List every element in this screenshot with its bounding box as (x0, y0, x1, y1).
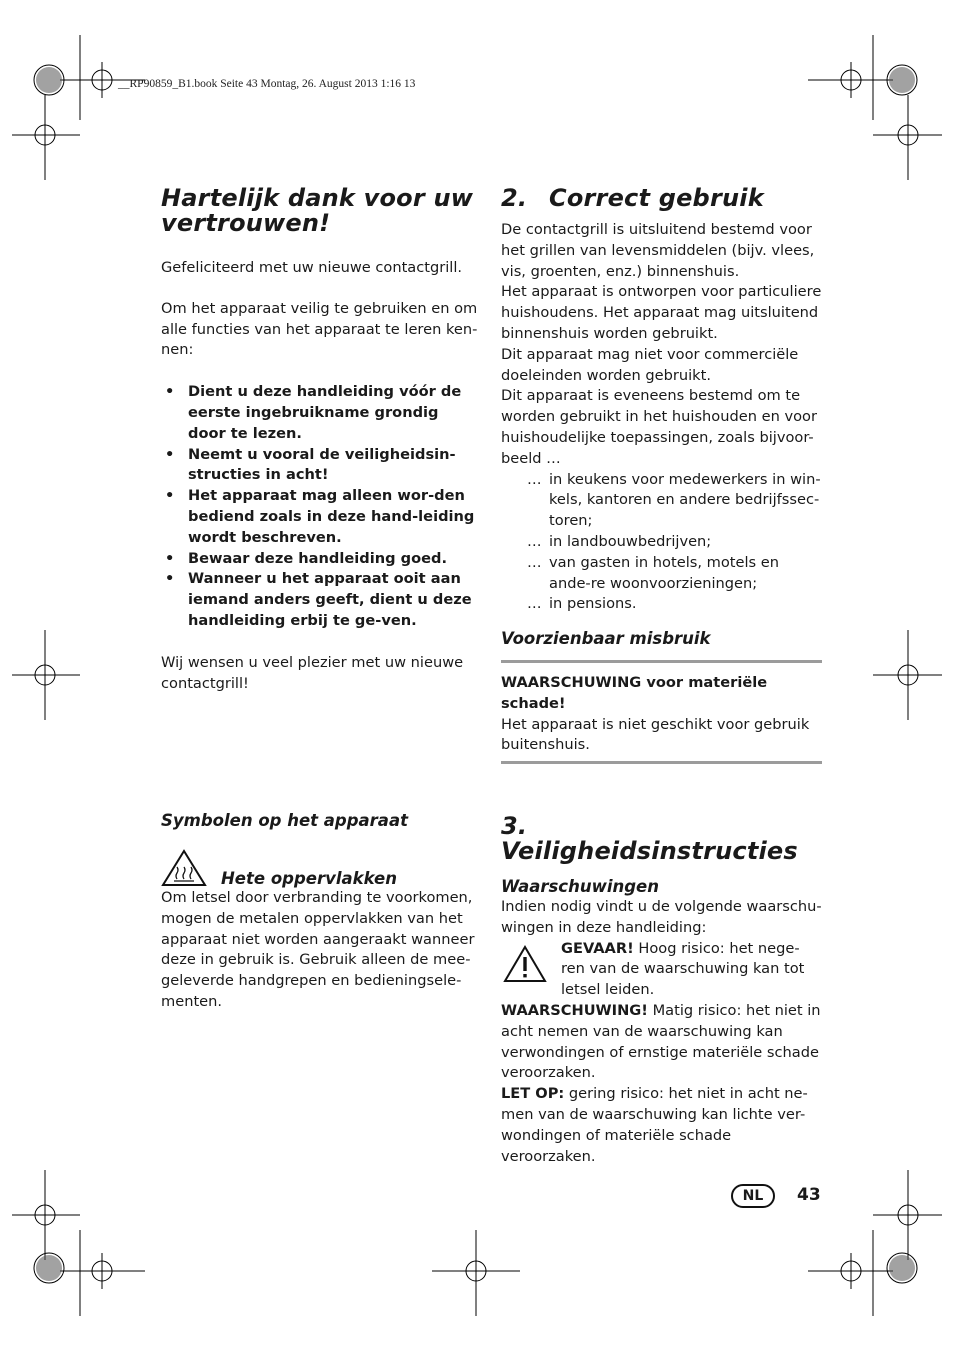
caution-description: gering risico: het niet in acht ne-men van de waarschuwing kan lichte ver-wondingen of materiële schade veroorzaken. (501, 1085, 808, 1165)
section-number: 2. (501, 184, 528, 212)
caution-label: LET OP: (501, 1085, 565, 1103)
section-title-text: Veiligheidsinstructies (501, 837, 798, 865)
use-locations-list (501, 470, 823, 616)
warning-box-text: Het apparaat is niet geschikt voor gebruik buitenshuis. (501, 715, 810, 754)
list-item-text: in pensions. (549, 595, 637, 613)
ellipsis: … (527, 553, 542, 571)
warning-description: Matig risico: het niet in acht nemen van de waarschuwing kan verwondingen of ernstige materiële schade veroorzaken. (501, 1001, 821, 1082)
symbols-section (161, 810, 479, 1013)
warning-text (501, 1001, 823, 1084)
danger-text (561, 939, 823, 1001)
ellipsis: … (527, 595, 542, 613)
intro-text: Om het apparaat veilig te gebruiken en om alle functies van het apparaat te leren ken-nen: (161, 299, 478, 359)
section-title-text: Correct gebruik (549, 184, 764, 212)
hot-surface-warning-icon (161, 849, 207, 887)
ellipsis: … (527, 470, 542, 488)
warning-box-bottom-rule (501, 761, 822, 764)
warning-box-title: WAARSCHUWING voor materiële schade! (501, 674, 768, 712)
use-paragraph-1: De contactgrill is uitsluitend bestemd voor het grillen van levensmiddelen (bijv. vlees, vis, groenten, enz.) binnenshuis. (501, 221, 815, 280)
caution-text (501, 1084, 823, 1167)
danger-description: Hoog risico: het nege-ren van de waarschuwing kan tot letsel leiden. (561, 939, 805, 999)
use-paragraph-2: Het apparaat is ontworpen voor particuliere huishoudens. Het apparaat mag uitsluitend binnenshuis worden gebruikt. (501, 283, 822, 342)
right-column (501, 186, 823, 649)
language-badge: NL (731, 1184, 775, 1208)
list-item (501, 553, 823, 595)
hot-surface-text: Om letsel door verbranding te voorkomen, mogen de metalen oppervlakken van het apparaat niet worden aangeraakt wanneer deze in gebruik is. Gebruik alleen de mee-geleverde handgrepen en bedieningsele-menten. (161, 889, 475, 1010)
list-item (501, 532, 823, 553)
list-item-text: van gasten in hotels, motels en ande-re woonvoorzieningen; (549, 553, 779, 592)
warning-label: WAARSCHUWING! (501, 1001, 648, 1019)
list-item (501, 594, 823, 615)
print-slug: __RP90859_B1.book Seite 43 Montag, 26. August 2013 1:16 13 (118, 78, 416, 90)
section-3-title (501, 814, 823, 864)
list-item: • Het apparaat mag alleen wor-den bediend zoals in deze hand-leiding wordt beschreven. (161, 486, 479, 548)
list-item: • Wanneer u het apparaat ooit aan iemand anders geeft, dient u deze handleiding erbij te ge-ven. (161, 569, 479, 631)
material-warning-box (501, 673, 823, 756)
symbols-heading: Symbolen op het apparaat (161, 811, 408, 830)
warnings-heading: Waarschuwingen (501, 877, 659, 896)
instruction-bullets (161, 382, 479, 632)
exclamation-warning-icon (503, 945, 547, 983)
use-paragraph-3: Dit apparaat mag niet voor commerciële doeleinden worden gebruikt. (501, 345, 799, 384)
list-item: • Bewaar deze handleiding goed. (161, 549, 479, 570)
warning-box-top-rule (501, 660, 822, 663)
list-item: • Dient u deze handleiding vóór de eerste ingebruikname grondig door te lezen. (161, 382, 479, 444)
welcome-title: Hartelijk dank voor uw vertrouwen! (161, 184, 474, 237)
section-number: 3. (501, 812, 528, 840)
section-2-title (501, 186, 823, 211)
misuse-heading: Voorzienbaar misbruik (501, 629, 711, 649)
ellipsis: … (527, 532, 542, 550)
safety-section (501, 814, 823, 1167)
congrats-text: Gefeliciteerd met uw nieuwe contactgrill. (161, 259, 463, 276)
use-paragraph-4: Dit apparaat is eveneens bestemd om te worden gebruikt in het huishouden en voor huishoudelijke toepassingen, zoals bijvoor-beeld … (501, 387, 817, 467)
danger-label: GEVAAR! (561, 939, 634, 957)
list-item-text: in keukens voor medewerkers in win-kels, kantoren en andere bedrijfssec-toren; (549, 470, 821, 530)
hot-surface-heading: Hete oppervlakken (221, 869, 397, 888)
page-number: 43 (797, 1185, 821, 1205)
list-item: • Neemt u vooral de veiligheidsin-structies in acht! (161, 445, 479, 487)
closing-text: Wij wensen u veel plezier met uw nieuwe contactgrill! (161, 653, 464, 692)
left-column (161, 186, 479, 694)
warnings-intro: Indien nodig vindt u de volgende waarschu-wingen in deze handleiding: (501, 898, 822, 936)
list-item (501, 470, 823, 532)
list-item-text: in landbouwbedrijven; (549, 532, 712, 550)
